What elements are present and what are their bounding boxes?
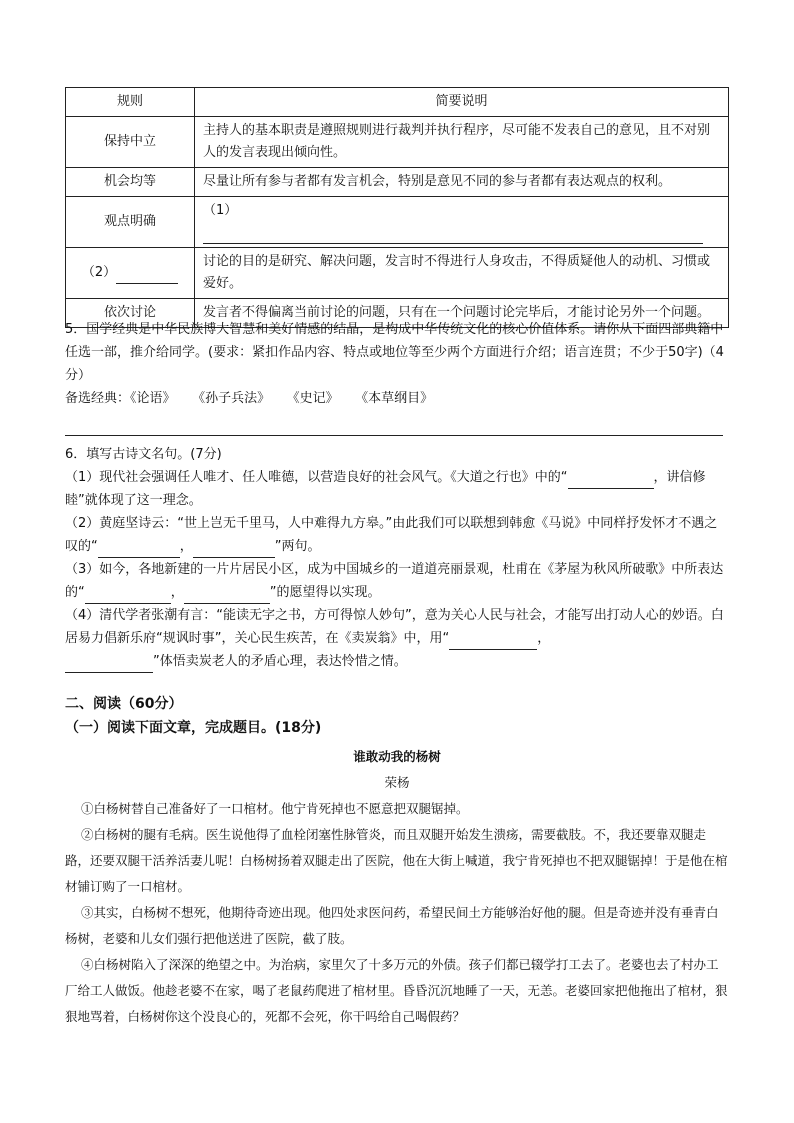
- q6-i1-text-end: ，讲信修睦”就体现了这一理念。: [65, 470, 706, 508]
- q6-i3-text: （3）如今，各地新建的一片片居民小区，成为中国城乡的一道道亮丽景观，杜甫在《茅屋为秋风所破歌》中所表达的“: [65, 562, 724, 600]
- q6-i3-text-end: ”的愿望得以实现。: [269, 585, 381, 600]
- table-row: [66, 168, 729, 197]
- q5-text: 5．国学经典是中华民族博大智慧和美好情感的结晶，是构成中华传统文化的核心价值体系。请你从下面四部典籍中任选一部，推介给同学。(要求：紧扣作品内容、特点或地位等至少两个方面进行介绍；语言连贯；不少于50字)（4分）: [65, 322, 724, 383]
- q6-i4-text: （4）清代学者张潮有言：“能读无字之书，方可得惊人妙句”，意为关心人民与社会，才能写出打动人心的妙语。白居易力倡新乐府“规讽时事”，关心民生疾苦，在《卖炭翁》中，用“: [65, 608, 724, 646]
- q6-i4-sep: ，: [537, 631, 551, 646]
- article-author: 荣杨: [384, 775, 410, 790]
- question-5: [65, 318, 729, 410]
- desc-cell: 主持人的基本职责是遵照规则进行裁判并执行程序，尽可能不发表自己的意见，且不对别人的发言表现出倾向性。: [195, 117, 729, 168]
- desc-cell: 尽量让所有参与者都有发言机会，特别是意见不同的参与者都有表达观点的权利。: [195, 168, 729, 197]
- fill-blank[interactable]: [193, 542, 275, 558]
- section-2-sub: （一）阅读下面文章，完成题目。(18分): [65, 720, 322, 736]
- article-paragraph: ①白杨树替自己准备好了一口棺材。他宁肯死掉也不愿意把双腿锯掉。: [81, 801, 469, 816]
- q6-item-4: [65, 604, 729, 673]
- q6-item-2: [65, 512, 729, 558]
- article: [65, 744, 729, 1030]
- fill-blank[interactable]: [449, 634, 537, 650]
- fill-blank[interactable]: [184, 588, 270, 604]
- fill-blank[interactable]: [568, 473, 654, 489]
- rule-cell: 依次讨论: [66, 299, 195, 328]
- rule-cell: [66, 248, 195, 299]
- option: 《论语》: [130, 391, 176, 406]
- q6-item-1: [65, 466, 729, 512]
- rule-cell: 机会均等: [66, 168, 195, 197]
- fill-blank[interactable]: [98, 542, 180, 558]
- q6-title: 6．填写古诗文名句。(7分): [65, 447, 222, 462]
- q6-i4-text-end: ”体悟卖炭老人的矛盾心理，表达怜惜之情。: [153, 654, 407, 669]
- fill-blank[interactable]: [85, 588, 171, 604]
- article-paragraph: ③其实，白杨树不想死，他期待奇迹出现。他四处求医问药，希望民间土方能够治好他的腿。但是奇迹并没有垂青白杨树，老婆和儿女们强行把他送进了医院，截了肢。: [65, 905, 719, 946]
- option: 《史记》: [286, 391, 339, 406]
- table-row: [66, 117, 729, 168]
- table-header-row: [66, 88, 729, 117]
- q6-i2-text: （2）黄庭坚诗云：“世上岂无千里马，人中难得九方皋。”由此我们可以联想到韩愈《马说》中同样抒发怀才不遇之叹的“: [65, 516, 718, 554]
- blank-label: （1）: [203, 203, 238, 218]
- answer-line[interactable]: [65, 435, 723, 436]
- rule-cell: 保持中立: [66, 117, 195, 168]
- table-row: [66, 197, 729, 248]
- q5-options-label: 备选经典：: [65, 391, 131, 406]
- answer-blank-2[interactable]: [116, 268, 178, 284]
- article-paragraph: ②白杨树的腿有毛病。医生说他得了血栓闭塞性脉管炎，而且双腿开始发生溃疡，需要截肢。不，我还要靠双腿走路，还要双腿干活养活妻儿呢！白杨树扬着双腿走出了医院，他在大街上喊道，我宁肯死掉也不把双腿锯掉！于是他在棺材铺订购了一口棺材。: [65, 827, 728, 894]
- header-desc: 简要说明: [195, 88, 729, 117]
- fill-blank[interactable]: [65, 657, 153, 673]
- section-2-title: 二、阅读（60分）: [65, 696, 183, 712]
- question-6: [65, 443, 729, 673]
- desc-cell: 讨论的目的是研究、解决问题，发言时不得进行人身攻击，不得质疑他人的动机、习惯或爱好。: [195, 248, 729, 299]
- header-rule: 规则: [66, 88, 195, 117]
- rules-table: [65, 87, 729, 328]
- q6-item-3: [65, 558, 729, 604]
- answer-blank-1[interactable]: [203, 228, 703, 244]
- blank-label: （2）: [81, 265, 117, 280]
- q5-options: [65, 387, 729, 410]
- article-title: 谁敢动我的杨树: [353, 749, 441, 764]
- option: 《本草纲目》: [355, 391, 434, 406]
- rule-cell: 观点明确: [66, 197, 195, 248]
- q6-i1-text: （1）现代社会强调任人唯才、任人唯德，以营造良好的社会风气。《大道之行也》中的“: [65, 470, 568, 485]
- q6-i3-sep: ，: [170, 585, 184, 600]
- option: 《孙子兵法》: [192, 391, 271, 406]
- article-paragraph: ④白杨树陷入了深深的绝望之中。为治病，家里欠了十多万元的外债。孩子们都已辍学打工去了。老婆也去了村办工厂给工人做饭。他趁老婆不在家，喝了老鼠药爬进了棺材里。昏昏沉沉地睡了一天，无恙。老婆回家把他拖出了棺材，狠狠地骂着，白杨树你这个没良心的，死都不会死，你干吗给自己喝假药？: [65, 957, 728, 1024]
- table-row: [66, 248, 729, 299]
- desc-cell: [195, 197, 729, 248]
- q6-i2-text-end: ”两句。: [274, 539, 321, 554]
- q6-i2-sep: ，: [179, 539, 193, 554]
- desc-cell: 发言者不得偏离当前讨论的问题，只有在一个问题讨论完毕后，才能讨论另外一个问题。: [195, 299, 729, 328]
